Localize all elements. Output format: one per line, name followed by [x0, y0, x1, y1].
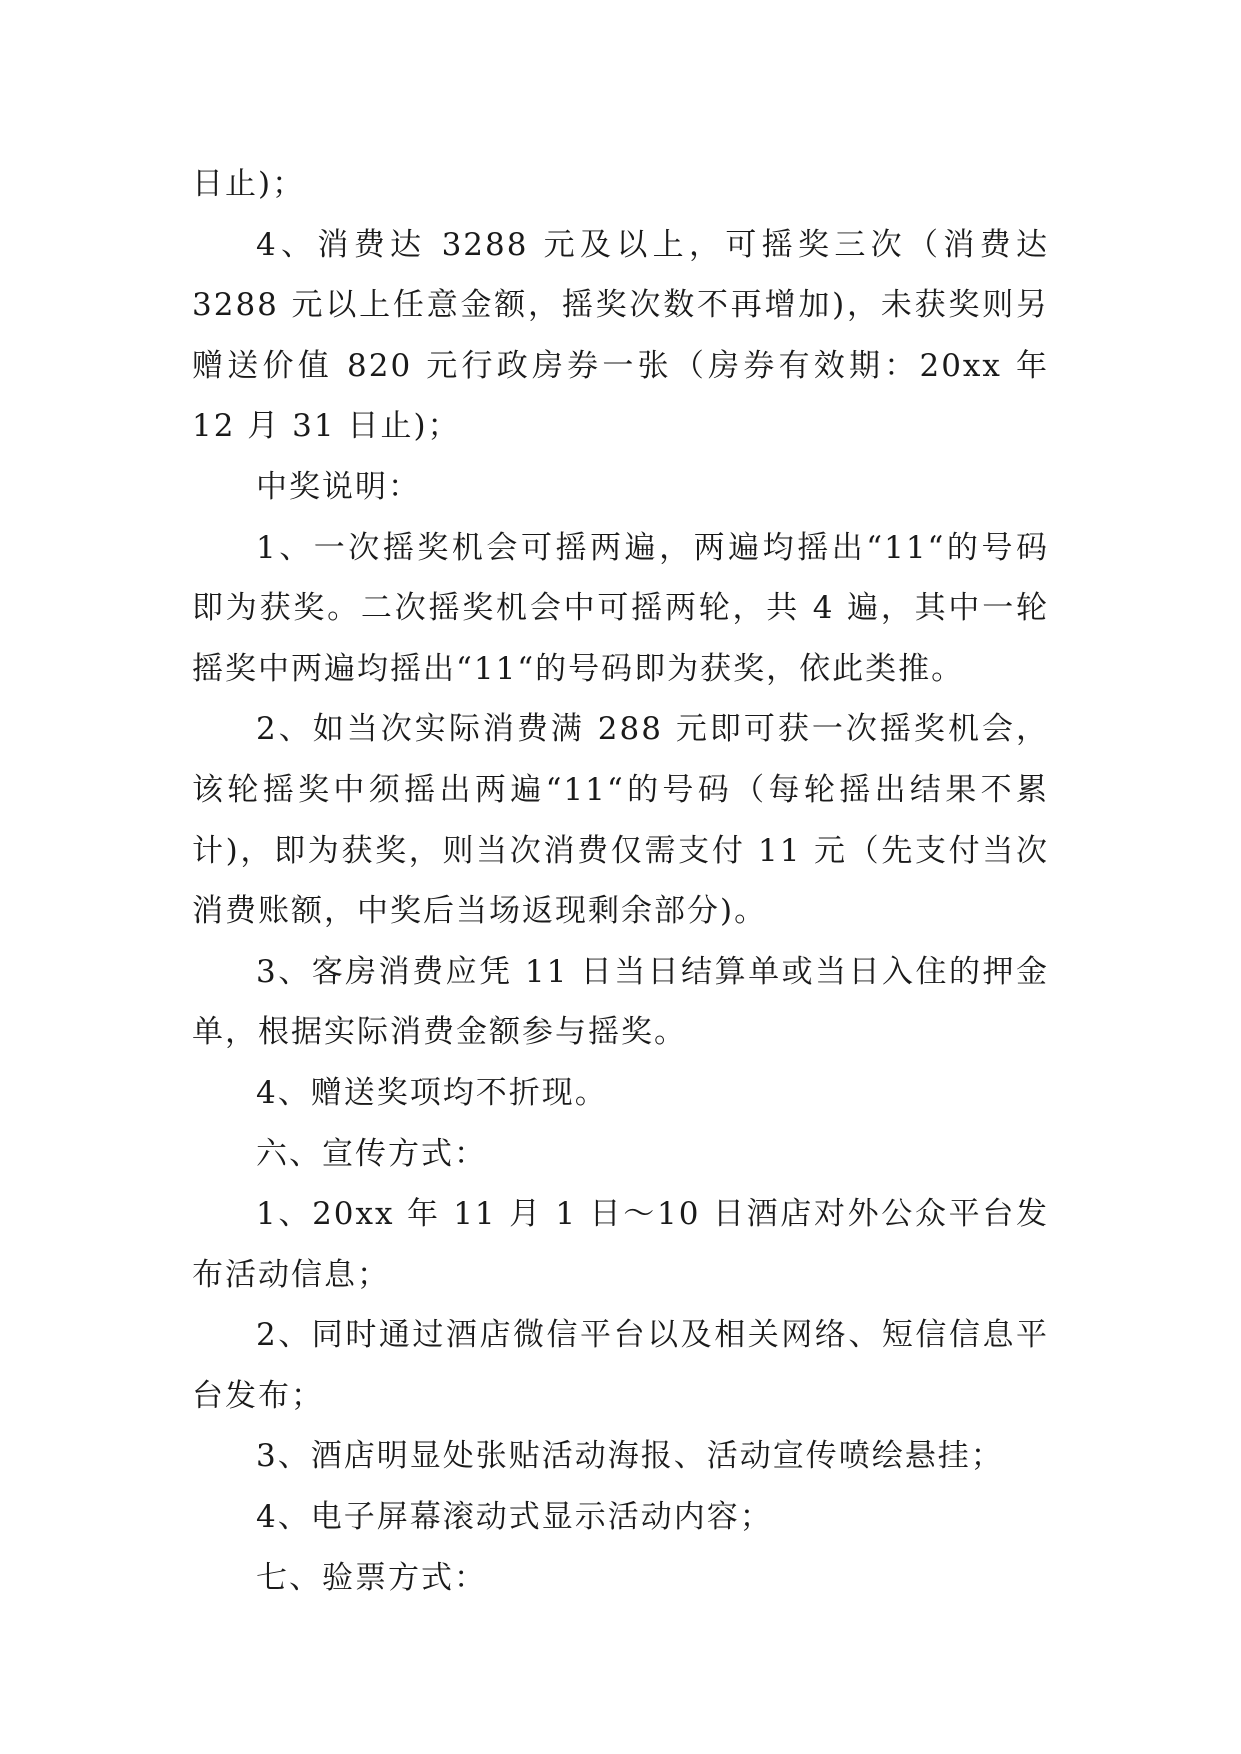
section-heading-ticket-check: 七、验票方式：	[256, 1559, 487, 1596]
section-heading-publicity: 六、宣传方式：	[256, 1135, 487, 1172]
paragraph-item-4-prize: 4、消费达 3288 元及以上，可摇奖三次（消费达 3288 元以上任意金额，摇奖次数不再增加)，未获奖则另赠送价值 820 元行政房券一张（房券有效期：20xx 年 12 月 31 日止)；	[192, 226, 1049, 445]
paragraph-note-4: 4、赠送奖项均不折现。	[256, 1074, 608, 1111]
paragraph-publicity-1: 1、20xx 年 11 月 1 日～10 日酒店对外公众平台发布活动信息；	[192, 1196, 1049, 1293]
section-heading-prize-notes: 中奖说明：	[256, 468, 421, 505]
paragraph-note-2: 2、如当次实际消费满 288 元即可获一次摇奖机会，该轮摇奖中须摇出两遍“11“的号码（每轮摇出结果不累计)，即为获奖，则当次消费仅需支付 11 元（先支付当次消费账额，中奖后当场返现剩余部分)。	[192, 711, 1049, 930]
paragraph-publicity-4: 4、电子屏幕滚动式显示活动内容；	[256, 1499, 773, 1536]
paragraph-publicity-2: 2、同时通过酒店微信平台以及相关网络、短信信息平台发布；	[192, 1317, 1049, 1414]
paragraph-note-1: 1、一次摇奖机会可摇两遍，两遍均摇出“11“的号码即为获奖。二次摇奖机会中可摇两轮，共 4 遍，其中一轮摇奖中两遍均摇出“11“的号码即为获奖，依此类推。	[192, 529, 1049, 687]
paragraph-publicity-3: 3、酒店明显处张贴活动海报、活动宣传喷绘悬挂；	[256, 1438, 1004, 1475]
paragraph-continuation: 日止)；	[192, 166, 306, 202]
document-page	[192, 154, 1049, 1608]
paragraph-note-3: 3、客房消费应凭 11 日当日结算单或当日入住的押金单，根据实际消费金额参与摇奖。	[192, 953, 1049, 1051]
